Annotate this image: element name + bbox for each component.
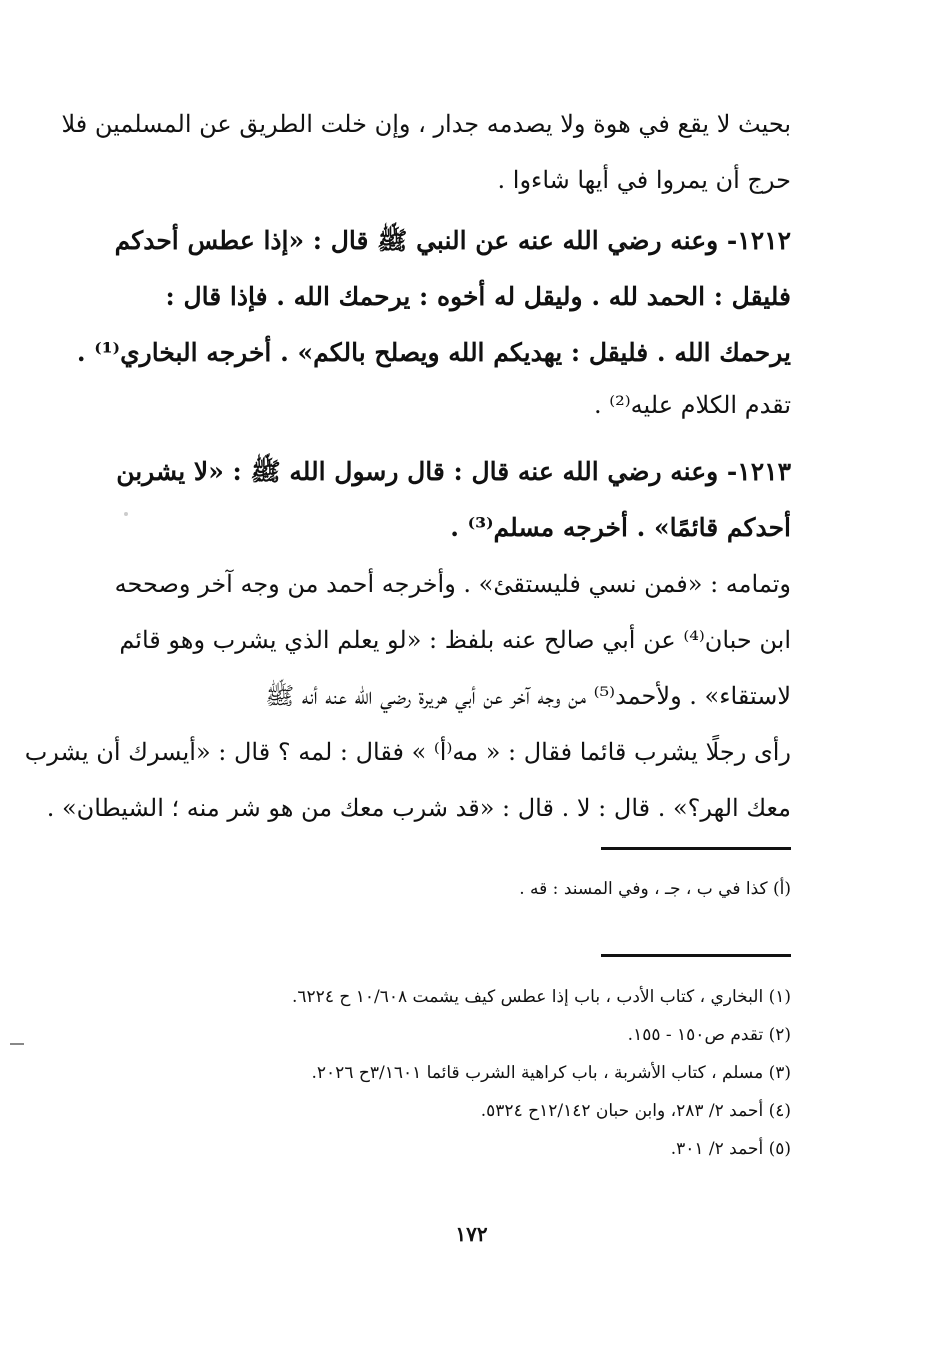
footnotes-list [131,978,791,1168]
commentary-paragraph [24,556,791,836]
comment-1212 [131,377,791,433]
comment-1212-line-1: تقدم الكلام عليه⁽²⁾ . [594,391,791,419]
hadith-1213-line-1: ١٢١٣- وعنه رضي الله عنه قال : قال رسول الله ﷺ : «لا يشربن [116,457,791,486]
footnote-separator-2 [601,954,791,957]
page-number: ١٧٢ [455,1222,488,1246]
hadith-1212 [76,213,791,381]
footnote-3: (٣) مسلم ، كتاب الأشربة ، باب كراهية الشرب قائما ٣/١٦٠١ح ٢٠٢٦. [311,1063,791,1083]
footnote-5: (٥) أحمد ٢/ ٣٠١. [670,1139,791,1159]
hadith-1213-line-2: أحدكم قائمًا» . أخرجه مسلم⁽³⁾ . [450,513,791,542]
scan-speck [124,512,128,516]
hadith-1212-line-3: يرحمك الله . فليقل : يهديكم الله ويصلح بالكم» . أخرجه البخاري⁽¹⁾ . [76,338,791,367]
commentary-line-2: ابن حبان⁽⁴⁾ عن أبي صالح عنه بلفظ : «لو يعلم الذي يشرب وهو قائم [119,626,791,654]
scan-edge-mark [10,1043,24,1045]
footnote-2: (٢) تقدم ص١٥٠ - ١٥٥. [627,1025,791,1045]
intro-line-2: حرج أن يمروا في أيها شاءوا . [497,166,791,194]
footnote-4: (٤) أحمد ٢/ ٢٨٣، وابن حبان ١٢/١٤٢ح ٥٣٢٤. [480,1101,791,1121]
commentary-line-5: معك الهر؟» . قال : لا . قال : «قد شرب معك من هو شر منه ؛ الشيطان» . [46,794,791,822]
variant-note: (أ) كذا في ب ، جـ ، وفي المسند : قه . [519,879,791,899]
commentary-line-3: لاستقاء» . ولأحمد⁽⁵⁾ من وجه آخر عن أبي هريرة رضي الله عنه أنه ﷺ [265,682,791,710]
footnote-1: (١) البخاري ، كتاب الأدب ، باب إذا عطس كيف يشمت ١٠/٦٠٨ ح ٦٢٢٤. [292,987,791,1007]
hadith-1213 [116,444,791,556]
intro-line-1: بحيث لا يقع في هوة ولا يصدمه جدار ، وإن خلت الطريق عن المسلمين فلا [61,110,791,138]
commentary-line-1: وتمامه : «فمن نسي فليستقئ» . وأخرجه أحمد من وجه آخر وصححه [114,570,791,598]
commentary-line-4: رأى رجلًا يشرب قائما فقال : « مه⁽أ⁾ » فقال : لمه ؟ قال : «أيسرك أن يشرب [24,738,791,766]
hadith-1212-line-2: فليقل : الحمد لله . وليقل له أخوه : يرحمك الله . فإذا قال : [165,282,791,311]
hadith-1212-line-1: ١٢١٢- وعنه رضي الله عنه عن النبي ﷺ قال : «إذا عطس أحدكم [114,226,791,255]
intro-paragraph [61,96,791,208]
footnote-separator-1 [601,847,791,850]
